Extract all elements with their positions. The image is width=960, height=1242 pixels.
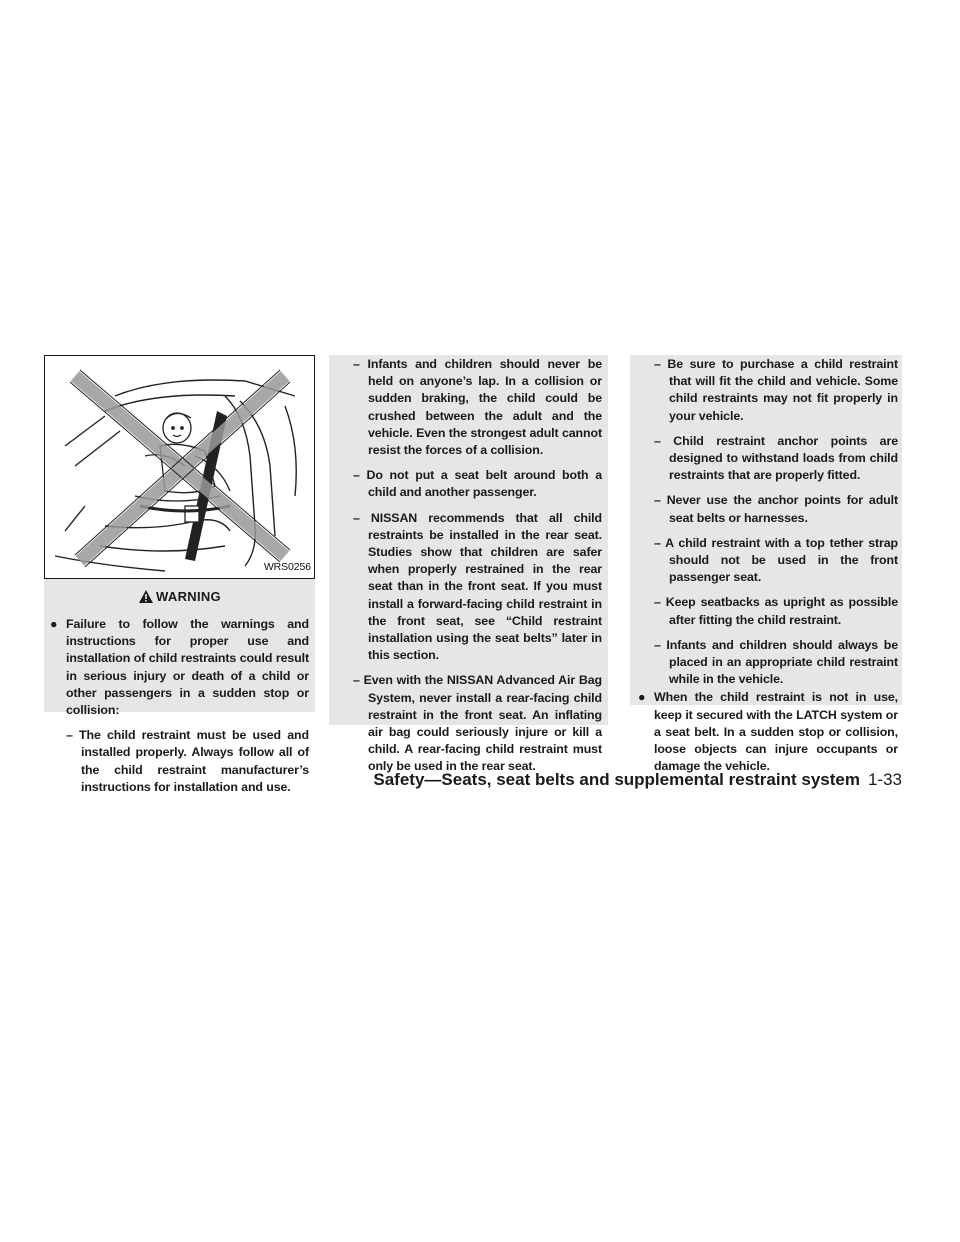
sub-anchor-points-designed: – Child restraint anchor points are designed to withstand loads from child restraints that are properly fitted.: [654, 433, 898, 483]
warning-column-1: [44, 355, 315, 794]
warning-column-2: [329, 355, 608, 774]
page-footer: [373, 770, 902, 790]
bullet-not-in-use: ● When the child restraint is not in use, keep it secured with the LATCH system or a seat belt. In a sudden stop or collision, loose objects can injure occupants or damage the vehicle.: [638, 690, 898, 774]
figure-code: WRS0256: [263, 560, 311, 573]
sub-seatbacks-upright: – Keep seatbacks as upright as possible after fitting the child restraint.: [654, 595, 898, 627]
bullet-dot: ●: [638, 690, 646, 705]
sub-rear-facing-front-seat: – Even with the NISSAN Advanced Air Bag System, never install a rear-facing child restraint in the front seat. An inflating air bag could seriously injure or kill a child. A rear-facing child restraint must only be used in the rear seat.: [353, 673, 602, 774]
warning-triangle-icon: [138, 589, 154, 604]
warning-heading: [44, 588, 315, 605]
crossed-out-illustration: [45, 356, 314, 578]
sub-no-lap: – Infants and children should never be held on anyone’s lap. In a collision or sudden braking, the child could be crushed between the adult and the vehicle. Even the strongest adult cannot resist the forces of a collision.: [353, 357, 602, 458]
sub-used-and-installed: – The child restraint must be used and installed properly. Always follow all of the child restraint manufacturer’s instructions for installation and use.: [66, 728, 309, 794]
warning-column-3: [630, 355, 902, 774]
sub-anchor-not-adult: – Never use the anchor points for adult seat belts or harnesses.: [654, 493, 898, 525]
sub-rear-seat-recommended: – NISSAN recommends that all child restraints be installed in the rear seat. Studies show that children are safer when properly restrained in the rear seat than in the front seat. If you must install a forward-facing child restraint in the front seat, see “Child restraint installation using the seat belts” later in this section.: [353, 510, 602, 663]
sub-always-restrained: – Infants and children should always be placed in an appropriate child restraint while in the vehicle.: [654, 637, 898, 687]
column-1-text: [50, 616, 309, 796]
section-title: Safety—Seats, seat belts and supplemental restraint system: [373, 770, 860, 789]
warning-title: WARNING: [156, 589, 221, 604]
bullet-failure-to-follow: ● Failure to follow the warnings and instructions for proper use and installation of child restraints could result in serious injury or death of a child or other passengers in a sudden stop or collision:: [50, 617, 309, 718]
sub-purchase-fit: – Be sure to purchase a child restraint that will fit the child and vehicle. Some child restraints may not fit properly in your vehicle.: [654, 357, 898, 423]
child-on-lap-illustration: [44, 355, 315, 579]
page-number: 1-33: [867, 770, 902, 789]
sub-top-tether: – A child restraint with a top tether strap should not be used in the front passenger seat.: [654, 535, 898, 585]
sub-no-shared-belt: – Do not put a seat belt around both a child and another passenger.: [353, 468, 602, 500]
bullet-dot: ●: [50, 617, 58, 631]
